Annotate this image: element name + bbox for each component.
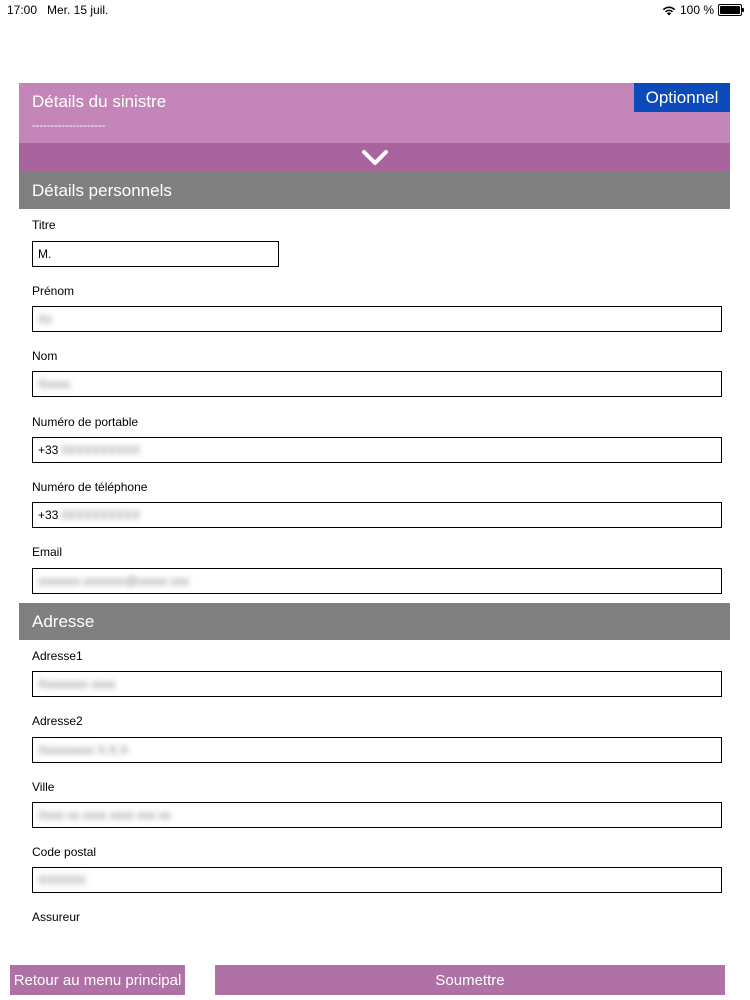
claim-details-placeholder: -------------------- <box>32 120 106 132</box>
postal-code-field[interactable] <box>32 867 722 893</box>
address1-field[interactable] <box>32 671 722 697</box>
phone-label: Numéro de téléphone <box>32 480 148 494</box>
claim-details-header[interactable] <box>19 83 730 143</box>
first-name-field[interactable] <box>32 306 722 332</box>
insurer-label: Assureur <box>32 910 81 924</box>
city-label: Ville <box>32 780 55 794</box>
status-bar <box>0 0 750 20</box>
back-to-main-menu-button[interactable]: Retour au menu principal <box>10 965 185 995</box>
battery-icon <box>718 4 742 16</box>
mobile-field[interactable] <box>32 437 722 463</box>
email-field[interactable] <box>32 568 722 594</box>
mobile-label: Numéro de portable <box>32 415 139 429</box>
battery-percentage: 100 % <box>679 3 714 17</box>
personal-details-header <box>19 172 730 209</box>
status-indicators <box>662 3 742 17</box>
mobile-country-code: +33 <box>38 443 59 457</box>
postal-code-label: Code postal <box>32 845 97 859</box>
address-header <box>19 603 730 640</box>
title-label: Titre <box>32 218 56 232</box>
mobile-value: 0XXXXXXXXX <box>61 443 141 457</box>
chevron-down-icon <box>361 149 389 167</box>
submit-button[interactable]: Soumettre <box>215 965 725 995</box>
first-name-label: Prénom <box>32 284 75 298</box>
first-name-value: Xx <box>38 312 53 326</box>
title-value: M. <box>38 247 52 261</box>
phone-country-code: +33 <box>38 508 59 522</box>
address1-label: Adresse1 <box>32 649 83 663</box>
wifi-icon <box>662 5 676 16</box>
address2-value: Xxxxxxxxx X.X.X <box>38 743 129 757</box>
optional-badge: Optionnel <box>634 83 730 112</box>
phone-field[interactable] <box>32 502 722 528</box>
phone-value: 0XXXXXXXXX <box>61 508 141 522</box>
city-field[interactable] <box>32 802 722 828</box>
last-name-label: Nom <box>32 349 58 363</box>
claim-details-title: Détails du sinistre <box>32 92 167 111</box>
status-time: 17:00 <box>7 3 38 17</box>
address1-value: Xxxxxxxx xxxx <box>38 677 116 691</box>
email-label: Email <box>32 545 63 559</box>
address-title: Adresse <box>32 612 95 631</box>
personal-details-title: Détails personnels <box>32 181 172 200</box>
expand-claim-button[interactable] <box>19 143 730 172</box>
last-name-field[interactable] <box>32 371 722 397</box>
last-name-value: Xxxxx <box>38 377 71 391</box>
city-value: Xxxx xx xxxx xxxx xxx xx <box>38 808 171 822</box>
email-value: xxxxxxx.xxxxxxx@xxxxx.xxx <box>38 574 189 588</box>
status-date: Mer. 15 juil. <box>47 3 109 17</box>
title-field[interactable] <box>32 241 279 267</box>
postal-code-value: XXXXXX <box>38 873 87 887</box>
address2-field[interactable] <box>32 737 722 763</box>
address2-label: Adresse2 <box>32 714 83 728</box>
